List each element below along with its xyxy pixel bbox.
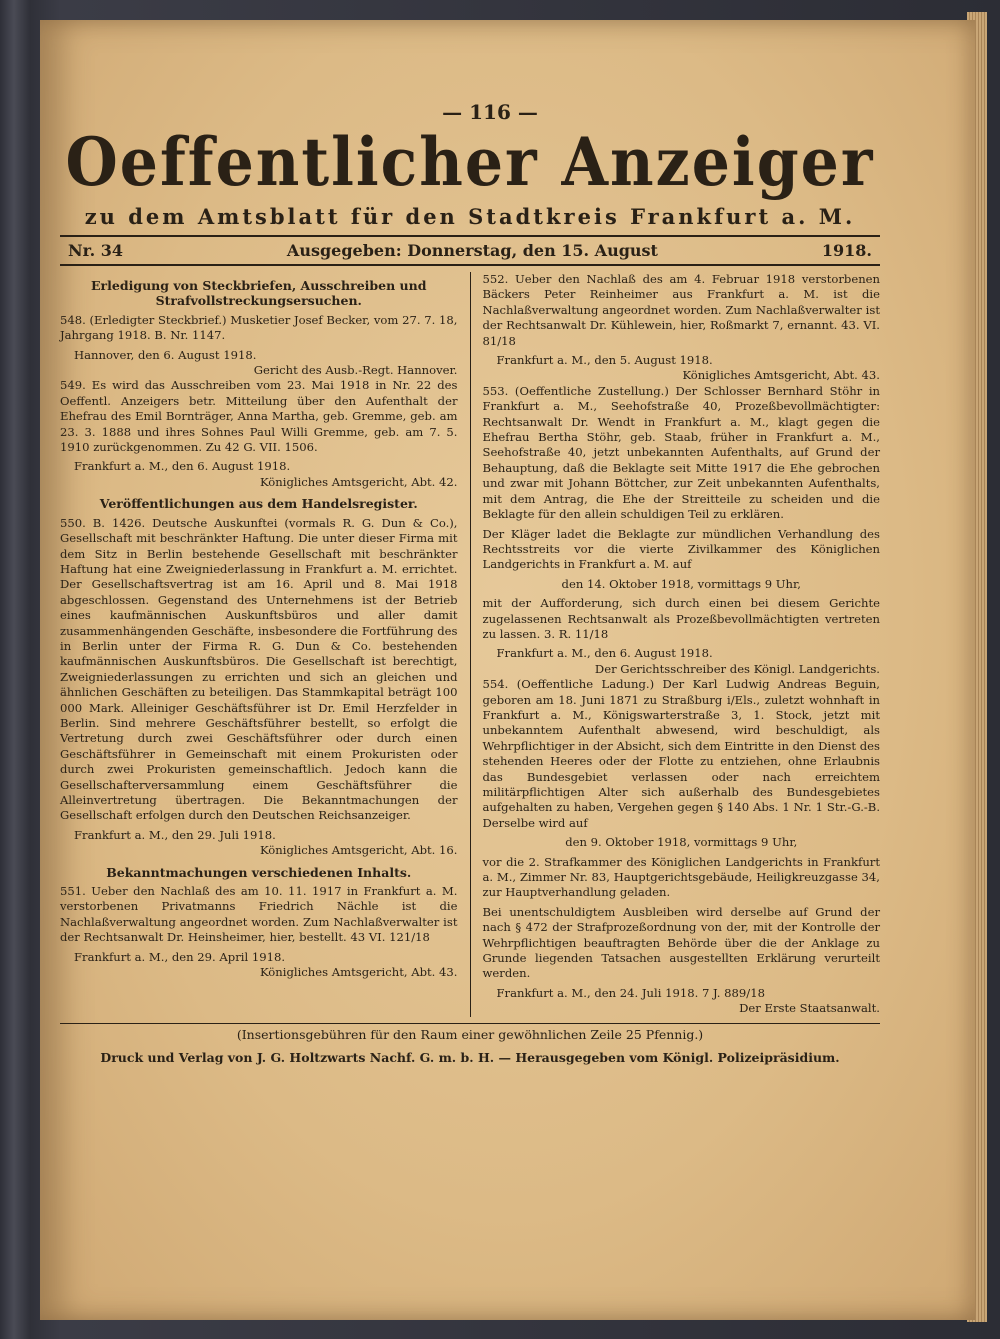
signature: Königliches Amtsgericht, Abt. 43. xyxy=(682,368,880,383)
notice-554-hearing-date: den 9. Oktober 1918, vormittags 9 Uhr, xyxy=(565,835,798,850)
signature: Königliches Amtsgericht, Abt. 16. xyxy=(259,843,458,858)
signature: Der Gerichtsschreiber des Königl. Landgerichts. xyxy=(594,661,880,676)
printer-line: Druck und Verlag von J. G. Holtzwarts Nachf. G. m. b. H. — Herausgegeben vom Königl. Polizeipräsidium. xyxy=(100,1049,840,1065)
notice-553-hearing-date: den 14. Oktober 1918, vormittags 9 Uhr, xyxy=(561,576,801,591)
notice-553-request: mit der Aufforderung, sich durch einen bei diesem Gerichte zugelassenen Rechtsanwalt als Prozeßbevollmächtigten vertreten zu lassen. 3. R. 11/18 xyxy=(482,596,880,641)
dateline: Frankfurt a. M., den 29. Juli 1918. xyxy=(74,827,276,842)
left-column xyxy=(60,272,471,1017)
notice-554-warning: Bei unentschuldigtem Ausbleiben wird derselbe auf Grund der nach § 472 der Strafprozeßordnung von der, mit der Kontrolle der Wehrpflichtigen beauftragten Behörde über die der Anklage zu Grunde liegenden Tatsachen ausgestellten Erklärung verurteilt werden. xyxy=(482,904,880,981)
dateline: Hannover, den 6. August 1918. xyxy=(74,347,257,362)
section-heading: Bekanntmachungen verschiedenen Inhalts. xyxy=(106,864,412,880)
notice-554: 554. (Oeffentliche Ladung.) Der Karl Ludwig Andreas Beguin, geboren am 18. Juni 1871 zu Straßburg i/Els., zuletzt wohnhaft in Frankfurt a. M., Königswarterstraße 3, 1. Stock, jetzt mit unbekanntem Aufenthalt abwesend, wird beschuldigt, als Wehrpflichtiger in der Absicht, sich dem Eintritte in den Dienst des stehenden Heeres oder der Flotte zu entziehen, ohne Erlaubnis das Bundesgebiet verlassen oder nach erreichtem militärpflichtigen Alter sich außerhalb des Bundesgebietes aufgehalten zu haben, Vergehen gegen § 140 Abs. 1 Nr. 1 Str.-G.-B. Derselbe wird auf xyxy=(482,677,880,830)
dateline: Frankfurt a. M., den 6. August 1918. xyxy=(74,459,291,474)
notice-553-summons: Der Kläger ladet die Beklagte zur mündlichen Verhandlung des Rechtsstreits vor die vierte Zivilkammer des Königlichen Landgerichts in Frankfurt a. M. auf xyxy=(482,526,880,572)
issue-line xyxy=(60,235,880,266)
notice-554-court: vor die 2. Strafkammer des Königlichen Landgerichts in Frankfurt a. M., Zimmer Nr. 83, Hauptgerichtsgebäude, Heiligkreuzgasse 34, zur Hauptverhandlung geladen. xyxy=(482,854,880,900)
dateline: Frankfurt a. M., den 29. April 1918. xyxy=(74,949,286,964)
notice-549: 549. Es wird das Ausschreiben vom 23. Mai 1918 in Nr. 22 des Oeffentl. Anzeigers betr. Mitteilung über den Aufenthalt der Ehefrau des Emil Bornträger, Anna Martha, geb. Gremme, geb. am 23. 3. 1888 und ihres Sohnes Paul Willi Gremme, geb. am 7. 5. 1910 zurückgenommen. Zu 42 G. VII. 1506. xyxy=(60,378,458,455)
columns xyxy=(60,272,880,1017)
masthead-title: Oeffentlicher Anzeiger xyxy=(65,124,875,202)
issue-year: 1918. xyxy=(821,241,872,260)
masthead-subtitle: zu dem Amtsblatt für den Stadtkreis Frankfurt a. M. xyxy=(84,204,856,229)
dateline: Frankfurt a. M., den 6. August 1918. xyxy=(496,646,713,661)
issue-number: Nr. 34 xyxy=(68,241,123,260)
signature: Der Erste Staatsanwalt. xyxy=(739,1001,880,1016)
fee-note: (Insertionsgebühren für den Raum einer gewöhnlichen Zeile 25 Pfennig.) xyxy=(60,1023,880,1042)
signature: Gericht des Ausb.-Regt. Hannover. xyxy=(253,363,458,378)
signature: Königliches Amtsgericht, Abt. 43. xyxy=(259,965,458,980)
section-heading: Erledigung von Steckbriefen, Ausschreiben und Strafvollstreckungsersuchen. xyxy=(91,278,427,309)
dateline: Frankfurt a. M., den 24. Juli 1918. 7 J. 889/18 xyxy=(496,985,765,1000)
section-heading: Veröffentlichungen aus dem Handelsregister. xyxy=(99,496,418,512)
dateline: Frankfurt a. M., den 5. August 1918. xyxy=(496,353,713,368)
signature: Königliches Amtsgericht, Abt. 42. xyxy=(259,474,458,489)
notice-548: 548. (Erledigter Steckbrief.) Musketier Josef Becker, vom 27. 7. 18, Jahrgang 1918. B. Nr. 1147. xyxy=(60,312,458,343)
notice-550: 550. B. 1426. Deutsche Auskunftei (vormals R. G. Dun & Co.), Gesellschaft mit beschränkter Haftung. Die unter dieser Firma mit dem Sitz in Berlin bestehende Gesellschaft mit beschränkter Haftung hat eine Zweigniederlassung in Frankfurt a. M. errichtet. Der Gesellschaftsvertrag ist am 16. April und 8. Mai 1918 abgeschlossen. Gegenstand des Unternehmens ist der Betrieb eines kaufmännischen Auskunftsbüros und aller damit zusammenhängenden Geschäfte, insbesondere die Fortführung des in Berlin unter der Firma R. G. Dun & Co. bestehenden kaufmännischen Auskunftsbüros. Die Gesellschaft ist berechtigt, Zweigniederlassungen zu errichten und sich an gleichen und ähnlichen Geschäften zu beteiligen. Das Stammkapital beträgt 100 000 Mark. Alleiniger Geschäftsführer ist Dr. Emil Herzfelder in Berlin. Sind mehrere Geschäftsführer bestellt, so erfolgt die Vertretung durch zwei Geschäftsführer oder durch einen Geschäftsführer in Gemeinschaft mit einem Prokuristen oder durch zwei Prokuristen gemeinschaftlich. Jedoch kann die Gesellschafterversammlung einem Geschäftsführer die Alleinvertretung übertragen. Die Bekanntmachungen der Gesellschaft erfolgen durch den Deutschen Reichsanzeiger. xyxy=(60,515,458,823)
page-content xyxy=(60,100,880,1065)
notice-552: 552. Ueber den Nachlaß des am 4. Februar 1918 verstorbenen Bäckers Peter Reinheimer aus Frankfurt a. M. ist die Nachlaßverwaltung angeordnet worden. Zum Nachlaßverwalter ist der Rechtsanwalt Dr. Kühlewein, hier, Roßmarkt 7, ernannt. 43. VI. 81/18 xyxy=(482,272,880,348)
notice-551: 551. Ueber den Nachlaß des am 10. 11. 1917 in Frankfurt a. M. verstorbenen Privatmanns Friedrich Nächle ist die Nachlaßverwaltung angeordnet worden. Zum Nachlaßverwalter ist der Rechtsanwalt Dr. Heinsheimer, hier, bestellt. 43 VI. 121/18 xyxy=(60,884,458,945)
issue-date: Ausgegeben: Donnerstag, den 15. August xyxy=(286,241,658,260)
right-column xyxy=(471,272,881,1017)
page-number: — 116 — xyxy=(442,100,538,124)
notice-553: 553. (Oeffentliche Zustellung.) Der Schlosser Bernhard Stöhr in Frankfurt a. M., Seehofstraße 40, Prozeßbevollmächtigter: Rechtsanwalt Dr. Wendt in Frankfurt a. M., klagt gegen die Ehefrau Bertha Stöhr, geb. Staab, früher in Frankfurt a. M., Seehofstraße 40, jetzt unbekannten Aufenthalts, auf Grund der Behauptung, daß die Beklagte seit Mitte 1917 die Ehe gebrochen und zwar mit Johann Böttcher, zur Zeit unbekannten Aufenthalts, mit dem Antrag, die Ehe der Streitteile zu scheiden und die Beklagte für den allein schuldigen Teil zu erklären. xyxy=(482,383,880,522)
